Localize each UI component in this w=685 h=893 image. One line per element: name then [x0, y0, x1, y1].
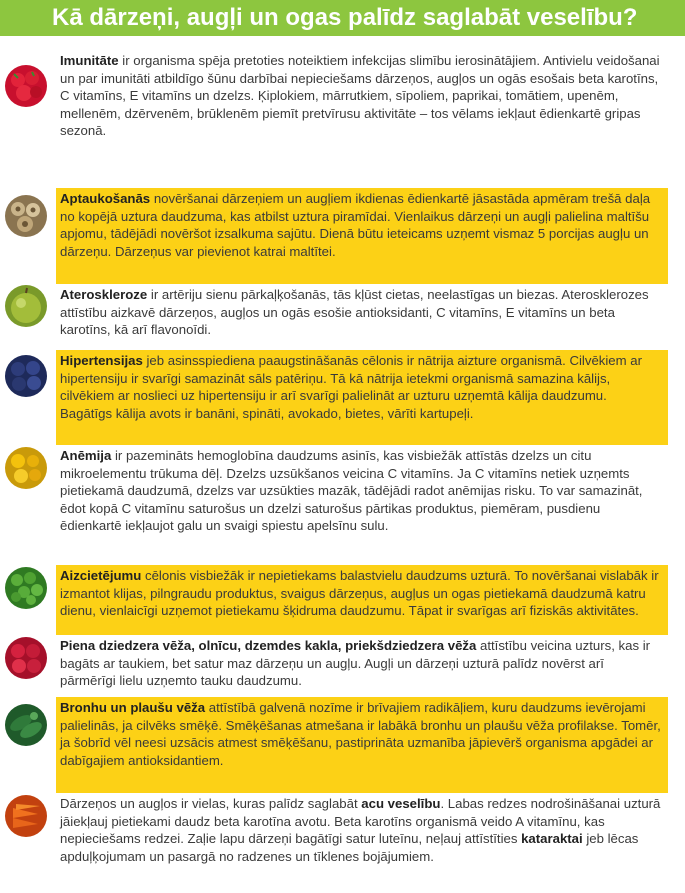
- strawberries-icon: [4, 64, 48, 108]
- cucumber-icon: [4, 703, 48, 747]
- mushrooms-icon: [4, 194, 48, 238]
- section-term-cataract: kataraktai: [521, 831, 583, 846]
- section-hypertension: [56, 350, 668, 445]
- section-text-3: jeb lēcas apduļķojumam un pasargā no radzenes un tīklenes bojājumiem.: [60, 831, 639, 864]
- section-term-eye-health: acu veselību: [361, 796, 441, 811]
- raspberries-icon: [4, 636, 48, 680]
- section-immunity: [56, 50, 668, 188]
- carrots-icon: [4, 794, 48, 838]
- section-lung-cancer: [56, 697, 668, 793]
- section-term: Bronhu un plaušu vēža: [60, 700, 206, 715]
- section-term: Aizcietējumu: [60, 568, 142, 583]
- section-text: jeb asinsspiediena paaugstināšanās cēlonis ir nātrija aizture organismā. Cilvēkiem ar hipertensiju ir svarīgi samazināt sāls patēriņu. Tā kā nātrija ietekmi organismā samazina kālijs, cilvēkiem ar noslieci uz hipertensiju ir arī svarīgi palielināt ar uzturu uzņemtā kālija daudzumu. Bagātīgs kālija avots ir banāni, spināti, avokado, bietes, vārīti kartupeļi.: [60, 353, 643, 421]
- section-text: novēršanai dārzeņiem un augļiem ikdienas ēdienkartē jāsastāda apmēram trešā daļa no kopējā uztura daudzuma, kas atbilst uztura piramīdai. Vienlaikus dārzeņi un augļi palielina maltīšu apjomu, tādējādi novēršot izsalkuma sajūtu. Dienā būtu ieteicams uzņemt vismaz 5 porcijas augļu un dārzeņu. Dārzeņus var pievienot katrai maltītei.: [60, 191, 651, 259]
- section-constipation: [56, 565, 668, 635]
- section-term: Piena dziedzera vēža, olnīcu, dzemdes kakla, priekšdziedzera vēža: [60, 638, 477, 653]
- section-atherosclerosis: [56, 284, 668, 350]
- section-text-2: . Labas redzes nodrošināšanai uzturā jāiekļauj pietiekami daudz beta karotīna avotu. Beta karotīns organismā veido A vitamīnu, kas nepieciešams redzei. Zaļie lapu dārzeņi bagātīgi satur luteīnu, neļauj attīstīties: [60, 796, 661, 846]
- section-text: ir organisma spēja pretoties noteiktiem infekcijas slimību ierosinātājiem. Antivielu veidošanai un par imunitāti atbildīgo šūnu darbībai nepieciešams dārzeņos, augļos un ogās esošais beta karotīns, C vitamīns, E vitamīns un dzelzs. Ķiplokiem, mārrutkiem, sīpoliem, paprikai, tomātiem, upenēm, mellenēm, dzērvenēm, brūklenēm piemīt pretvīrusu aktivitāte – tos vēlams iekļaut ēdienkartē gripas sezonā.: [60, 53, 660, 138]
- section-text: attīstību veicina uzturs, kas ir bagāts ar taukiem, bet satur maz dārzeņu un augļu. Augļi un dārzeņi uzturā palīdz novērst arī pārmērīgi lielu uzņemto tauku daudzumu.: [60, 638, 651, 688]
- section-term: Aptaukošanās: [60, 191, 151, 206]
- section-obesity: [56, 188, 668, 284]
- yellow-berries-icon: [4, 446, 48, 490]
- section-text: ir pazemināts hemoglobīna daudzums asinīs, kas visbiežāk attīstās dzelzs un citu mikroelementu trūkuma dēļ. Dzelzs uzsūkšanos veicina C vitamīns. Ja C vitamīns netiek uzņemts pietiekamā daudzumā, dzelzs var uzsūkties mazāk, tādējādi radot anēmijas risku. To var samazināt, ēdot kopā C vitamīnu saturošus un dzelzi saturošus pārtikas produktus, piemēram, pusdienu ēdienkartē iekļaujot galu un svaigi spiestu apelsīnu sulu.: [60, 448, 643, 533]
- section-text: ir artēriju sienu pārkaļķošanās, tās kļūst cietas, neelastīgas un biezas. Aterosklerozes attīstību aizkavē dārzeņos, augļos un ogās esošie antioksidanti, C vitamīns, E vitamīns un beta karotīns, kā arī flavonoīdi.: [60, 287, 649, 337]
- page-title: Kā dārzeņi, augļi un ogas palīdz saglabāt veselību?: [0, 0, 685, 36]
- blueberries-icon: [4, 354, 48, 398]
- green-apple-icon: [4, 284, 48, 328]
- section-term: Imunitāte: [60, 53, 119, 68]
- section-text: Dārzeņos un augļos ir vielas, kuras palīdz saglabāt: [60, 796, 362, 811]
- section-term: Hipertensijas: [60, 353, 143, 368]
- section-text: cēlonis visbiežāk ir nepietiekams balastvielu daudzums uzturā. To novēršanai vislabāk ir izmantot klijas, pilngraudu produktus, svaigus dārzeņus, augļus un ogas pietiekamā daudzumā katru dienu, vienlaicīgi uzņemot pietiekamu šķidruma daudzumu. Tāpat ir svarīgas arī fiziskās aktivitātes.: [60, 568, 659, 618]
- section-anemia: [56, 445, 668, 565]
- section-term: Anēmija: [60, 448, 112, 463]
- section-text: attīstībā galvenā nozīme ir brīvajiem radikāļiem, kuru daudzums ievērojami palielinās, ja cilvēks smēķē. Smēķēšanas atmešana ir labākā bronhu un plaušu vēža profilakse. Tomēr, ja šobrīd vēl neesi uzsācis atmest smēķēšanu, pastiprināta uzmanība jāpievērš organisma apgādei ar dabīgajiem antioksidantiem.: [60, 700, 661, 768]
- section-term: Ateroskleroze: [60, 287, 148, 302]
- section-cancer-types: [56, 635, 668, 697]
- section-eye-health: [56, 793, 668, 893]
- peas-icon: [4, 566, 48, 610]
